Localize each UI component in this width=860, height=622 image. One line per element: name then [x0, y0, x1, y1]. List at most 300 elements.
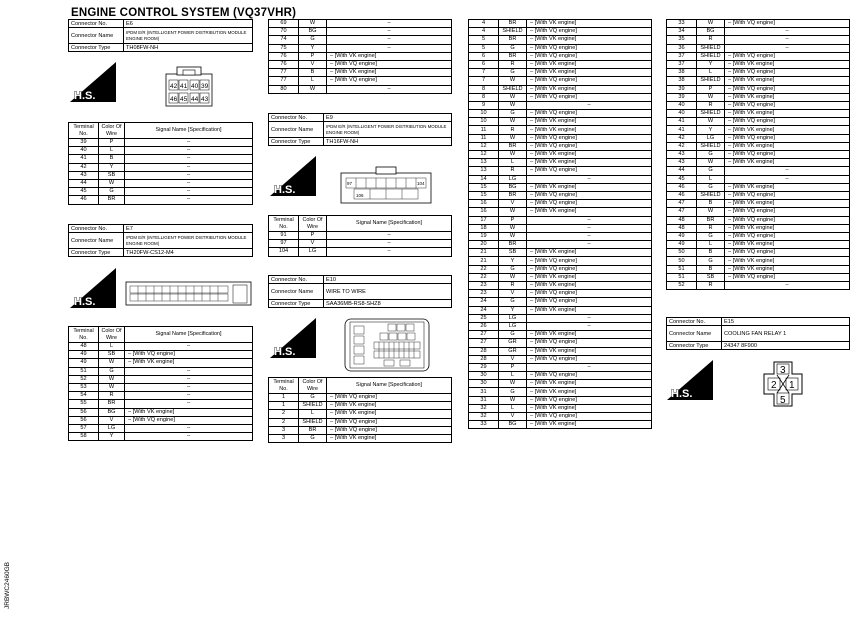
table-row [469, 232, 652, 240]
table-row [667, 28, 850, 36]
header-color-of-wire: Color Of Wire [299, 378, 327, 394]
signal-name: – [With VQ engine] [527, 134, 652, 142]
table-row [469, 282, 652, 290]
signal-name: – [725, 282, 850, 290]
terminal-no: 5 [469, 44, 499, 52]
signal-name: – [With VQ engine] [725, 208, 850, 216]
table-row [269, 434, 452, 442]
table-row [69, 416, 253, 424]
table-row [469, 28, 652, 36]
connector-type: TH08FW-NH [124, 44, 253, 52]
terminal-no: 37 [667, 60, 697, 68]
table-row [269, 418, 452, 426]
wire-color: LG [499, 175, 527, 183]
terminal-no: 10 [469, 118, 499, 126]
pin-label: 45 [180, 96, 188, 103]
terminal-no: 11 [469, 134, 499, 142]
wire-color: V [499, 290, 527, 298]
wire-color: V [99, 416, 125, 424]
wire-color: V [299, 240, 327, 248]
wire-color: SB [499, 249, 527, 257]
connector-info-e7 [68, 224, 253, 257]
signal-name: – [With VK engine] [725, 110, 850, 118]
terminal-no: 53 [69, 383, 99, 391]
signal-name: – [527, 322, 652, 330]
terminal-no: 56 [69, 408, 99, 416]
table-row [69, 392, 253, 400]
signal-name: – [With VQ engine] [725, 216, 850, 224]
wire-color: V [299, 60, 327, 68]
wire-color: G [499, 298, 527, 306]
pin-label: 42 [170, 83, 178, 90]
terminal-no: 16 [469, 200, 499, 208]
table-row [69, 408, 253, 416]
wire-color: BR [499, 20, 527, 28]
terminal-table-e10-cont2 [666, 19, 850, 290]
wire-color: LG [299, 248, 327, 256]
terminal-no: 9 [469, 101, 499, 109]
signal-name: – [With VQ engine] [725, 118, 850, 126]
terminal-no: 5 [469, 36, 499, 44]
table-row [69, 400, 253, 408]
connector-name: WIRE TO WIRE [324, 284, 452, 300]
table-row [469, 191, 652, 199]
signal-name: – [With VK engine] [527, 306, 652, 314]
wire-color: SHIELD [697, 44, 725, 52]
terminal-no: 49 [69, 359, 99, 367]
table-row [69, 188, 253, 196]
terminal-table-e7 [68, 326, 253, 441]
connector-diagram-e6 [163, 64, 215, 109]
wire-color: G [499, 69, 527, 77]
connector-no: E9 [324, 114, 452, 122]
table-row [667, 69, 850, 77]
terminal-no: 76 [269, 60, 299, 68]
pin-label: 40 [191, 83, 199, 90]
signal-name: – [125, 424, 253, 432]
wire-color: B [99, 155, 125, 163]
table-row [69, 351, 253, 359]
terminal-no: 49 [69, 351, 99, 359]
table-row [667, 183, 850, 191]
signal-name: – [327, 232, 452, 240]
table-row [469, 159, 652, 167]
table-row [667, 273, 850, 281]
signal-name: – [With VK engine] [527, 151, 652, 159]
signal-name: – [125, 196, 253, 204]
terminal-no: 1 [269, 402, 299, 410]
terminal-no: 45 [69, 188, 99, 196]
wire-color: SHIELD [299, 402, 327, 410]
table-row [469, 69, 652, 77]
terminal-no: 2 [269, 410, 299, 418]
wire-color: SHIELD [499, 85, 527, 93]
wire-color: P [299, 232, 327, 240]
table-row [69, 163, 253, 171]
wire-color: L [697, 241, 725, 249]
signal-name: – [With VQ engine] [725, 69, 850, 77]
signal-name: – [With VK engine] [527, 159, 652, 167]
table-row [469, 101, 652, 109]
table-row [667, 134, 850, 142]
terminal-no: 91 [269, 232, 299, 240]
signal-name: – [With VQ engine] [527, 396, 652, 404]
terminal-no: 35 [667, 36, 697, 44]
table-row [269, 394, 452, 402]
signal-name: – [With VK engine] [527, 273, 652, 281]
table-row [469, 380, 652, 388]
signal-name: – [With VQ engine] [725, 249, 850, 257]
table-row [69, 433, 253, 441]
table-row [667, 85, 850, 93]
header-terminal-no: Terminal No. [69, 123, 99, 139]
terminal-no: 41 [667, 126, 697, 134]
terminal-no: 41 [69, 155, 99, 163]
terminal-no: 52 [69, 375, 99, 383]
signal-name: – [With VQ engine] [725, 151, 850, 159]
terminal-no: 51 [667, 265, 697, 273]
table-row [469, 208, 652, 216]
table-row [269, 69, 452, 77]
signal-name: – [With VK engine] [725, 93, 850, 101]
terminal-no: 18 [469, 224, 499, 232]
signal-name: – [With VQ engine] [327, 394, 452, 402]
connector-type: 24347 8F900 [722, 342, 850, 350]
wire-color: L [499, 404, 527, 412]
table-row [667, 77, 850, 85]
signal-name: – [125, 171, 253, 179]
table-row [667, 126, 850, 134]
terminal-no: 42 [667, 134, 697, 142]
signal-name: – [With VQ engine] [725, 85, 850, 93]
wire-color: LG [499, 322, 527, 330]
table-row [667, 93, 850, 101]
wire-color: W [99, 375, 125, 383]
label-connector-name: Connector Name [269, 284, 324, 300]
connector-name: IPDM E/R (INTELLIGENT POWER DISTRIBUTION MODULE ENGINE ROOM) [324, 122, 452, 138]
table-row [667, 224, 850, 232]
table-row [69, 375, 253, 383]
terminal-no: 27 [469, 339, 499, 347]
table-row [667, 282, 850, 290]
table-row [69, 171, 253, 179]
terminal-no: 46 [667, 191, 697, 199]
table-row [469, 110, 652, 118]
signal-name: – [With VQ engine] [527, 110, 652, 118]
terminal-no: 37 [667, 52, 697, 60]
wire-color: BR [697, 216, 725, 224]
terminal-no: 49 [667, 241, 697, 249]
signal-name: – [With VQ engine] [527, 298, 652, 306]
terminal-no: 54 [69, 392, 99, 400]
signal-name: – [With VK engine] [327, 52, 452, 60]
wire-color: Y [299, 44, 327, 52]
wire-color: BR [99, 196, 125, 204]
header-color-of-wire: Color Of Wire [299, 216, 327, 232]
signal-name: – [725, 28, 850, 36]
wire-color: BR [299, 426, 327, 434]
table-row [469, 183, 652, 191]
signal-name: – [725, 167, 850, 175]
hs-label: H.S. [274, 346, 296, 358]
signal-name: – [With VK engine] [527, 404, 652, 412]
terminal-no: 29 [469, 363, 499, 371]
terminal-no: 7 [469, 69, 499, 77]
pin-label: 1 [789, 380, 795, 391]
table-row [269, 52, 452, 60]
wire-color: SHIELD [697, 77, 725, 85]
terminal-no: 28 [469, 355, 499, 363]
table-row [667, 52, 850, 60]
signal-name: – [527, 224, 652, 232]
signal-name: – [327, 85, 452, 93]
terminal-no: 12 [469, 151, 499, 159]
signal-name: – [125, 383, 253, 391]
terminal-table-e10-cont [468, 19, 652, 429]
terminal-no: 4 [469, 20, 499, 28]
terminal-no: 25 [469, 314, 499, 322]
wire-color: SHIELD [697, 52, 725, 60]
terminal-no: 74 [269, 36, 299, 44]
wire-color: B [697, 265, 725, 273]
table-row [469, 200, 652, 208]
table-row [469, 331, 652, 339]
terminal-no: 3 [269, 426, 299, 434]
wire-color: SHIELD [499, 28, 527, 36]
terminal-no: 42 [667, 142, 697, 150]
terminal-no: 39 [69, 139, 99, 147]
connector-diagram-e9 [340, 166, 432, 206]
table-row [269, 248, 452, 256]
signal-name: – [327, 36, 452, 44]
terminal-no: 23 [469, 282, 499, 290]
wire-color: R [697, 224, 725, 232]
signal-name: – [With VK engine] [725, 257, 850, 265]
table-row [667, 110, 850, 118]
table-row [69, 359, 253, 367]
signal-name: – [With VK engine] [327, 410, 452, 418]
wire-color: P [299, 52, 327, 60]
connector-diagram-e15 [762, 360, 804, 408]
table-row [69, 424, 253, 432]
signal-name: – [With VQ engine] [725, 52, 850, 60]
terminal-no: 13 [469, 159, 499, 167]
signal-name: – [With VK engine] [527, 36, 652, 44]
signal-name: – [With VK engine] [327, 434, 452, 442]
table-row [69, 343, 253, 351]
signal-name: – [125, 139, 253, 147]
table-row [269, 77, 452, 85]
terminal-no: 32 [469, 404, 499, 412]
table-row [469, 60, 652, 68]
table-row [69, 155, 253, 163]
connector-info-e15 [666, 317, 850, 350]
wire-color: L [697, 69, 725, 77]
terminal-table-e6 [68, 122, 253, 205]
terminal-no: 30 [469, 380, 499, 388]
wire-color: BG [499, 183, 527, 191]
label-connector-name: Connector Name [667, 326, 722, 342]
signal-name: – [With VK engine] [725, 200, 850, 208]
wire-color: W [299, 20, 327, 28]
pin-label: 104 [417, 181, 425, 186]
label-connector-no: Connector No. [269, 114, 324, 122]
signal-name: – [With VK engine] [527, 388, 652, 396]
signal-name: – [With VQ engine] [527, 265, 652, 273]
signal-name: – [With VK engine] [125, 408, 253, 416]
label-connector-name: Connector Name [269, 122, 324, 138]
table-row [667, 200, 850, 208]
label-connector-type: Connector Type [667, 342, 722, 350]
terminal-no: 43 [667, 151, 697, 159]
pin-label: 5 [780, 395, 786, 406]
table-row [667, 101, 850, 109]
signal-name: – [With VQ engine] [527, 355, 652, 363]
signal-name: – [With VK engine] [527, 380, 652, 388]
terminal-no: 8 [469, 93, 499, 101]
terminal-no: 48 [667, 216, 697, 224]
wire-color: V [499, 200, 527, 208]
signal-name: – [With VQ engine] [527, 257, 652, 265]
label-connector-no: Connector No. [69, 20, 124, 28]
wire-color: R [499, 60, 527, 68]
wire-color: W [99, 359, 125, 367]
wire-color: G [697, 151, 725, 159]
terminal-no: 44 [667, 167, 697, 175]
signal-name: – [With VQ engine] [527, 413, 652, 421]
wire-color: G [697, 167, 725, 175]
table-row [469, 273, 652, 281]
signal-name: – [With VQ engine] [725, 101, 850, 109]
signal-name: – [With VQ engine] [725, 232, 850, 240]
signal-name: – [With VK engine] [125, 359, 253, 367]
signal-name: – [725, 36, 850, 44]
table-row [469, 44, 652, 52]
signal-name: – [527, 101, 652, 109]
table-row [667, 36, 850, 44]
terminal-no: 14 [469, 175, 499, 183]
terminal-no: 15 [469, 191, 499, 199]
terminal-no: 47 [667, 208, 697, 216]
terminal-no: 31 [469, 388, 499, 396]
signal-name: – [With VK engine] [527, 118, 652, 126]
header-color-of-wire: Color Of Wire [99, 327, 125, 343]
terminal-no: 46 [667, 183, 697, 191]
wire-color: B [697, 249, 725, 257]
signal-name: – [With VQ engine] [527, 28, 652, 36]
table-row [667, 191, 850, 199]
table-row [269, 36, 452, 44]
table-row [469, 363, 652, 371]
connector-type: TH20FW-CS12-M4 [124, 249, 253, 257]
signal-name: – [With VQ engine] [527, 52, 652, 60]
signal-name: – [With VK engine] [527, 69, 652, 77]
terminal-no: 28 [469, 347, 499, 355]
connector-type: TH16FW-NH [324, 138, 452, 146]
terminal-no: 47 [667, 200, 697, 208]
terminal-no: 80 [269, 85, 299, 93]
wire-color: W [499, 101, 527, 109]
wire-color: L [499, 159, 527, 167]
table-row [269, 402, 452, 410]
wire-color: L [499, 372, 527, 380]
terminal-no: 20 [469, 241, 499, 249]
wire-color: B [697, 200, 725, 208]
connector-no: E6 [124, 20, 253, 28]
terminal-no: 44 [69, 179, 99, 187]
hs-label: H.S. [274, 184, 296, 196]
table-row [69, 367, 253, 375]
table-row [469, 249, 652, 257]
table-row [469, 396, 652, 404]
terminal-no: 33 [469, 421, 499, 429]
terminal-no: 40 [667, 110, 697, 118]
terminal-no: 104 [269, 248, 299, 256]
terminal-no: 23 [469, 290, 499, 298]
wire-color: P [697, 85, 725, 93]
wire-color: W [499, 134, 527, 142]
hs-label: H.S. [671, 388, 693, 400]
wire-color: SHIELD [697, 142, 725, 150]
label-connector-no: Connector No. [69, 225, 124, 233]
connector-no: E10 [324, 276, 452, 284]
table-row [469, 167, 652, 175]
terminal-no: 34 [667, 28, 697, 36]
signal-name: – [527, 216, 652, 224]
wire-color: W [99, 179, 125, 187]
signal-name: – [With VQ engine] [527, 200, 652, 208]
table-row [469, 413, 652, 421]
signal-name: – [With VQ engine] [527, 77, 652, 85]
table-row [469, 388, 652, 396]
terminal-no: 57 [69, 424, 99, 432]
wire-color: LG [697, 134, 725, 142]
terminal-no: 38 [667, 77, 697, 85]
table-row [469, 372, 652, 380]
wire-color: G [697, 183, 725, 191]
wire-color: R [499, 282, 527, 290]
terminal-no: 10 [469, 110, 499, 118]
terminal-no: 21 [469, 257, 499, 265]
terminal-no: 4 [469, 28, 499, 36]
signal-name: – [With VQ engine] [527, 191, 652, 199]
pin-label: 43 [201, 96, 209, 103]
header-signal-name: Signal Name [Specification] [125, 123, 253, 139]
wire-color: W [697, 118, 725, 126]
terminal-table-e10 [268, 377, 452, 443]
signal-name: – [125, 392, 253, 400]
table-row [269, 232, 452, 240]
signal-name: – [With VQ engine] [125, 416, 253, 424]
signal-name: – [With VK engine] [527, 421, 652, 429]
terminal-no: 30 [469, 372, 499, 380]
signal-name: – [527, 232, 652, 240]
terminal-no: 7 [469, 77, 499, 85]
signal-name: – [327, 240, 452, 248]
header-signal-name: Signal Name [Specification] [327, 378, 452, 394]
label-connector-type: Connector Type [69, 249, 124, 257]
signal-name: – [With VK engine] [725, 126, 850, 134]
table-row [667, 257, 850, 265]
signal-name: – [With VK engine] [527, 208, 652, 216]
table-row [469, 20, 652, 28]
signal-name: – [With VQ engine] [527, 339, 652, 347]
signal-name: – [125, 400, 253, 408]
wire-color: R [697, 282, 725, 290]
signal-name: – [With VK engine] [527, 347, 652, 355]
terminal-no: 16 [469, 208, 499, 216]
connector-info-e9 [268, 113, 452, 146]
